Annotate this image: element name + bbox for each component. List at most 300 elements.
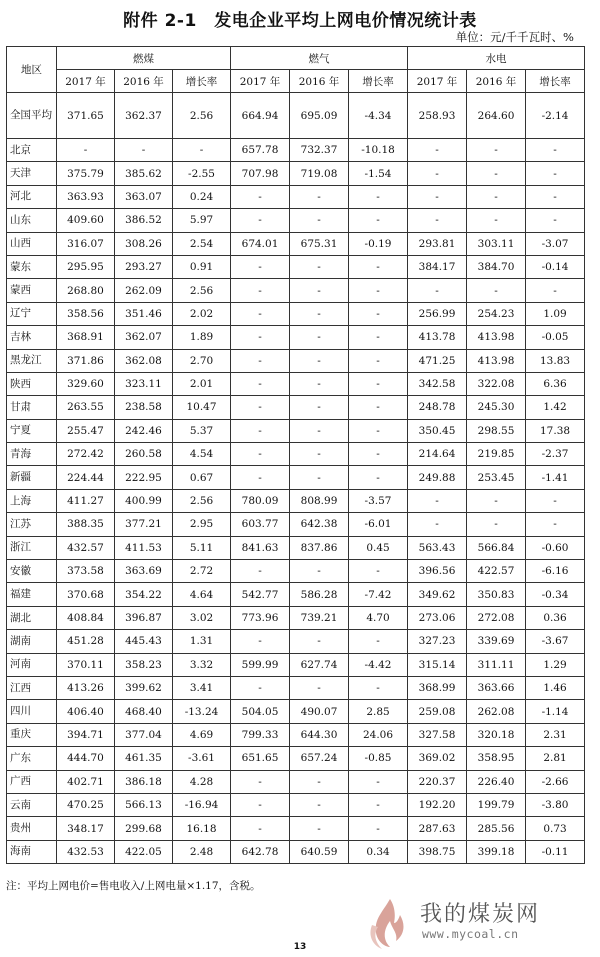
- value-cell: -: [349, 279, 408, 302]
- value-cell: -: [349, 419, 408, 442]
- value-cell: 3.41: [173, 676, 231, 699]
- region-cell: 江西: [7, 676, 57, 699]
- value-cell: 362.08: [115, 349, 173, 372]
- region-cell: 北京: [7, 139, 57, 162]
- value-cell: -: [526, 139, 585, 162]
- value-cell: -2.55: [173, 162, 231, 185]
- value-cell: -10.18: [349, 139, 408, 162]
- value-cell: -: [290, 770, 349, 793]
- header-gas-growth: 增长率: [349, 70, 408, 93]
- table-row: [7, 840, 585, 863]
- value-cell: 298.55: [467, 419, 526, 442]
- table-row: [7, 93, 585, 139]
- value-cell: -: [349, 817, 408, 840]
- value-cell: 411.27: [57, 489, 115, 512]
- value-cell: -: [349, 770, 408, 793]
- value-cell: 2.31: [526, 723, 585, 746]
- value-cell: -: [467, 162, 526, 185]
- value-cell: 2.56: [173, 489, 231, 512]
- value-cell: -: [349, 443, 408, 466]
- value-cell: 272.42: [57, 443, 115, 466]
- table-title: 附件 2-1 发电企业平均上网电价情况统计表: [123, 11, 477, 31]
- value-cell: 808.99: [290, 489, 349, 512]
- value-cell: -: [349, 326, 408, 349]
- value-cell: -: [231, 326, 290, 349]
- table-row: [7, 513, 585, 536]
- value-cell: 490.07: [290, 700, 349, 723]
- value-cell: -16.94: [173, 793, 231, 816]
- value-cell: -: [290, 443, 349, 466]
- value-cell: 4.70: [349, 606, 408, 629]
- value-cell: 308.26: [115, 232, 173, 255]
- value-cell: -: [231, 185, 290, 208]
- value-cell: -: [231, 676, 290, 699]
- value-cell: 192.20: [408, 793, 467, 816]
- value-cell: 311.11: [467, 653, 526, 676]
- table-row: [7, 583, 585, 606]
- value-cell: -: [467, 209, 526, 232]
- value-cell: 350.45: [408, 419, 467, 442]
- value-cell: 316.07: [57, 232, 115, 255]
- value-cell: 780.09: [231, 489, 290, 512]
- value-cell: -: [290, 185, 349, 208]
- table-row: [7, 747, 585, 770]
- value-cell: -: [290, 326, 349, 349]
- table-row: [7, 630, 585, 653]
- value-cell: 642.38: [290, 513, 349, 536]
- value-cell: -: [408, 185, 467, 208]
- value-cell: 413.98: [467, 349, 526, 372]
- value-cell: 422.05: [115, 840, 173, 863]
- value-cell: 339.69: [467, 630, 526, 653]
- region-cell: 黑龙江: [7, 349, 57, 372]
- value-cell: 406.40: [57, 700, 115, 723]
- table-body: [7, 93, 585, 864]
- value-cell: 2.72: [173, 560, 231, 583]
- value-cell: 773.96: [231, 606, 290, 629]
- value-cell: 432.53: [57, 840, 115, 863]
- value-cell: 287.63: [408, 817, 467, 840]
- value-cell: -: [526, 209, 585, 232]
- value-cell: 399.18: [467, 840, 526, 863]
- value-cell: 0.91: [173, 255, 231, 278]
- table-row: [7, 139, 585, 162]
- table-row: [7, 793, 585, 816]
- header-coal-2017: 2017 年: [57, 70, 115, 93]
- table-row: [7, 162, 585, 185]
- value-cell: 1.31: [173, 630, 231, 653]
- value-cell: 644.30: [290, 723, 349, 746]
- value-cell: 422.57: [467, 560, 526, 583]
- unit-label: 单位：元/千千瓦时、%: [455, 30, 574, 44]
- value-cell: 368.99: [408, 676, 467, 699]
- value-cell: 370.68: [57, 583, 115, 606]
- value-cell: 5.37: [173, 419, 231, 442]
- value-cell: 249.88: [408, 466, 467, 489]
- value-cell: 350.83: [467, 583, 526, 606]
- value-cell: 468.40: [115, 700, 173, 723]
- value-cell: 542.77: [231, 583, 290, 606]
- header-region: 地区: [7, 47, 57, 93]
- value-cell: 375.79: [57, 162, 115, 185]
- value-cell: 303.11: [467, 232, 526, 255]
- value-cell: 293.81: [408, 232, 467, 255]
- value-cell: 471.25: [408, 349, 467, 372]
- value-cell: 371.65: [57, 93, 115, 139]
- value-cell: -2.14: [526, 93, 585, 139]
- value-cell: 371.86: [57, 349, 115, 372]
- table-header: [7, 47, 585, 93]
- value-cell: 327.23: [408, 630, 467, 653]
- value-cell: 719.08: [290, 162, 349, 185]
- value-cell: 409.60: [57, 209, 115, 232]
- table-row: [7, 279, 585, 302]
- value-cell: 226.40: [467, 770, 526, 793]
- value-cell: 368.91: [57, 326, 115, 349]
- header-hydro-growth: 增长率: [526, 70, 585, 93]
- value-cell: 348.17: [57, 817, 115, 840]
- value-cell: -1.54: [349, 162, 408, 185]
- value-cell: 272.08: [467, 606, 526, 629]
- value-cell: -0.14: [526, 255, 585, 278]
- value-cell: 386.18: [115, 770, 173, 793]
- value-cell: -: [349, 466, 408, 489]
- value-cell: 664.94: [231, 93, 290, 139]
- value-cell: 4.64: [173, 583, 231, 606]
- value-cell: -: [231, 209, 290, 232]
- watermark-url: www.mycoal.cn: [422, 927, 519, 941]
- value-cell: -0.34: [526, 583, 585, 606]
- value-cell: -: [290, 676, 349, 699]
- value-cell: 0.24: [173, 185, 231, 208]
- value-cell: -: [290, 419, 349, 442]
- value-cell: 674.01: [231, 232, 290, 255]
- value-cell: 0.67: [173, 466, 231, 489]
- value-cell: 1.89: [173, 326, 231, 349]
- value-cell: 640.59: [290, 840, 349, 863]
- value-cell: -6.01: [349, 513, 408, 536]
- value-cell: 566.13: [115, 793, 173, 816]
- value-cell: 0.45: [349, 536, 408, 559]
- value-cell: 386.52: [115, 209, 173, 232]
- header-gas-2016: 2016 年: [290, 70, 349, 93]
- region-cell: 海南: [7, 840, 57, 863]
- value-cell: -: [349, 793, 408, 816]
- region-cell: 湖北: [7, 606, 57, 629]
- value-cell: 5.97: [173, 209, 231, 232]
- value-cell: 1.29: [526, 653, 585, 676]
- value-cell: 384.70: [467, 255, 526, 278]
- value-cell: -: [349, 185, 408, 208]
- table-row: [7, 255, 585, 278]
- value-cell: 358.56: [57, 302, 115, 325]
- value-cell: 675.31: [290, 232, 349, 255]
- value-cell: 739.21: [290, 606, 349, 629]
- table-row: [7, 419, 585, 442]
- value-cell: 651.65: [231, 747, 290, 770]
- value-cell: 214.64: [408, 443, 467, 466]
- value-cell: 408.84: [57, 606, 115, 629]
- value-cell: 373.58: [57, 560, 115, 583]
- value-cell: -: [408, 139, 467, 162]
- value-cell: 1.46: [526, 676, 585, 699]
- value-cell: -: [231, 466, 290, 489]
- value-cell: 3.32: [173, 653, 231, 676]
- table-row: [7, 326, 585, 349]
- value-cell: 837.86: [290, 536, 349, 559]
- value-cell: -0.60: [526, 536, 585, 559]
- value-cell: -: [290, 302, 349, 325]
- value-cell: 255.47: [57, 419, 115, 442]
- value-cell: 2.85: [349, 700, 408, 723]
- table-row: [7, 443, 585, 466]
- value-cell: -4.42: [349, 653, 408, 676]
- value-cell: -: [57, 139, 115, 162]
- value-cell: 411.53: [115, 536, 173, 559]
- value-cell: -: [349, 349, 408, 372]
- value-cell: -: [290, 349, 349, 372]
- value-cell: 444.70: [57, 747, 115, 770]
- value-cell: 370.11: [57, 653, 115, 676]
- value-cell: 253.45: [467, 466, 526, 489]
- value-cell: 2.02: [173, 302, 231, 325]
- value-cell: 695.09: [290, 93, 349, 139]
- region-cell: 河北: [7, 185, 57, 208]
- region-cell: 广西: [7, 770, 57, 793]
- value-cell: 642.78: [231, 840, 290, 863]
- value-cell: 285.56: [467, 817, 526, 840]
- header-hydro-2017: 2017 年: [408, 70, 467, 93]
- value-cell: 293.27: [115, 255, 173, 278]
- region-cell: 全国平均: [7, 93, 57, 139]
- value-cell: 2.95: [173, 513, 231, 536]
- value-cell: 841.63: [231, 536, 290, 559]
- value-cell: 396.56: [408, 560, 467, 583]
- value-cell: 264.60: [467, 93, 526, 139]
- value-cell: 351.46: [115, 302, 173, 325]
- header-gas-2017: 2017 年: [231, 70, 290, 93]
- value-cell: -: [231, 630, 290, 653]
- value-cell: 4.28: [173, 770, 231, 793]
- value-cell: 220.37: [408, 770, 467, 793]
- page-number: 13: [293, 942, 307, 952]
- value-cell: 586.28: [290, 583, 349, 606]
- value-cell: 248.78: [408, 396, 467, 419]
- header-group-coal: 燃煤: [57, 47, 231, 70]
- value-cell: 432.57: [57, 536, 115, 559]
- value-cell: 1.09: [526, 302, 585, 325]
- value-cell: 6.36: [526, 372, 585, 395]
- region-cell: 云南: [7, 793, 57, 816]
- value-cell: 363.93: [57, 185, 115, 208]
- value-cell: -: [349, 676, 408, 699]
- value-cell: -: [526, 513, 585, 536]
- value-cell: -1.14: [526, 700, 585, 723]
- value-cell: -: [349, 560, 408, 583]
- value-cell: 413.98: [467, 326, 526, 349]
- value-cell: 349.62: [408, 583, 467, 606]
- value-cell: 13.83: [526, 349, 585, 372]
- value-cell: 258.93: [408, 93, 467, 139]
- value-cell: -: [231, 279, 290, 302]
- region-cell: 湖南: [7, 630, 57, 653]
- value-cell: -: [231, 770, 290, 793]
- value-cell: 295.95: [57, 255, 115, 278]
- value-cell: 3.02: [173, 606, 231, 629]
- region-cell: 河南: [7, 653, 57, 676]
- header-coal-2016: 2016 年: [115, 70, 173, 93]
- value-cell: -0.19: [349, 232, 408, 255]
- value-cell: -: [231, 255, 290, 278]
- value-cell: -: [467, 513, 526, 536]
- value-cell: 259.08: [408, 700, 467, 723]
- region-cell: 吉林: [7, 326, 57, 349]
- table-row: [7, 185, 585, 208]
- value-cell: 315.14: [408, 653, 467, 676]
- value-cell: -: [290, 466, 349, 489]
- table-row: [7, 232, 585, 255]
- value-cell: 358.23: [115, 653, 173, 676]
- value-cell: 2.70: [173, 349, 231, 372]
- value-cell: 384.17: [408, 255, 467, 278]
- region-cell: 四川: [7, 700, 57, 723]
- value-cell: 657.78: [231, 139, 290, 162]
- value-cell: -: [467, 185, 526, 208]
- header-hydro-2016: 2016 年: [467, 70, 526, 93]
- table-row: [7, 536, 585, 559]
- value-cell: 268.80: [57, 279, 115, 302]
- value-cell: -: [349, 209, 408, 232]
- value-cell: -: [231, 793, 290, 816]
- value-cell: -: [526, 489, 585, 512]
- value-cell: 563.43: [408, 536, 467, 559]
- value-cell: 369.02: [408, 747, 467, 770]
- region-cell: 新疆: [7, 466, 57, 489]
- value-cell: -: [408, 162, 467, 185]
- header-group-hydro: 水电: [408, 47, 585, 70]
- table-row: [7, 489, 585, 512]
- value-cell: 327.58: [408, 723, 467, 746]
- value-cell: -1.41: [526, 466, 585, 489]
- value-cell: 504.05: [231, 700, 290, 723]
- region-cell: 天津: [7, 162, 57, 185]
- value-cell: -: [526, 162, 585, 185]
- value-cell: 413.78: [408, 326, 467, 349]
- value-cell: -: [115, 139, 173, 162]
- value-cell: 238.58: [115, 396, 173, 419]
- value-cell: 732.37: [290, 139, 349, 162]
- table-row: [7, 653, 585, 676]
- value-cell: -6.16: [526, 560, 585, 583]
- value-cell: 329.60: [57, 372, 115, 395]
- table-row: [7, 770, 585, 793]
- region-cell: 安徽: [7, 560, 57, 583]
- value-cell: -3.61: [173, 747, 231, 770]
- value-cell: 362.07: [115, 326, 173, 349]
- region-cell: 山东: [7, 209, 57, 232]
- value-cell: -3.67: [526, 630, 585, 653]
- value-cell: 219.85: [467, 443, 526, 466]
- value-cell: 363.66: [467, 676, 526, 699]
- value-cell: -: [290, 279, 349, 302]
- value-cell: 470.25: [57, 793, 115, 816]
- region-cell: 辽宁: [7, 302, 57, 325]
- value-cell: 4.69: [173, 723, 231, 746]
- value-cell: 2.54: [173, 232, 231, 255]
- region-cell: 青海: [7, 443, 57, 466]
- value-cell: 451.28: [57, 630, 115, 653]
- table-row: [7, 817, 585, 840]
- value-cell: 377.21: [115, 513, 173, 536]
- value-cell: 222.95: [115, 466, 173, 489]
- value-cell: 322.08: [467, 372, 526, 395]
- value-cell: 2.56: [173, 279, 231, 302]
- header-group-gas: 燃气: [231, 47, 408, 70]
- value-cell: 1.42: [526, 396, 585, 419]
- value-cell: 2.48: [173, 840, 231, 863]
- value-cell: -: [290, 630, 349, 653]
- table-row: [7, 209, 585, 232]
- header-coal-growth: 增长率: [173, 70, 231, 93]
- region-cell: 福建: [7, 583, 57, 606]
- value-cell: 657.24: [290, 747, 349, 770]
- value-cell: 599.99: [231, 653, 290, 676]
- value-cell: -: [173, 139, 231, 162]
- table-row: [7, 560, 585, 583]
- value-cell: -0.05: [526, 326, 585, 349]
- value-cell: 627.74: [290, 653, 349, 676]
- value-cell: 342.58: [408, 372, 467, 395]
- value-cell: -: [290, 793, 349, 816]
- value-cell: -: [290, 817, 349, 840]
- table-row: [7, 372, 585, 395]
- value-cell: 323.11: [115, 372, 173, 395]
- value-cell: 4.54: [173, 443, 231, 466]
- value-cell: 363.07: [115, 185, 173, 208]
- value-cell: 256.99: [408, 302, 467, 325]
- value-cell: -: [526, 279, 585, 302]
- value-cell: 398.75: [408, 840, 467, 863]
- region-cell: 陕西: [7, 372, 57, 395]
- value-cell: -: [349, 302, 408, 325]
- value-cell: 2.01: [173, 372, 231, 395]
- value-cell: -: [290, 560, 349, 583]
- value-cell: 799.33: [231, 723, 290, 746]
- value-cell: 399.62: [115, 676, 173, 699]
- value-cell: 17.38: [526, 419, 585, 442]
- region-cell: 广东: [7, 747, 57, 770]
- value-cell: 566.84: [467, 536, 526, 559]
- value-cell: 224.44: [57, 466, 115, 489]
- value-cell: -: [290, 396, 349, 419]
- value-cell: 385.62: [115, 162, 173, 185]
- value-cell: 413.26: [57, 676, 115, 699]
- value-cell: -: [231, 396, 290, 419]
- region-cell: 浙江: [7, 536, 57, 559]
- value-cell: -3.57: [349, 489, 408, 512]
- value-cell: 263.55: [57, 396, 115, 419]
- value-cell: 262.08: [467, 700, 526, 723]
- value-cell: 242.46: [115, 419, 173, 442]
- value-cell: 24.06: [349, 723, 408, 746]
- value-cell: -: [408, 513, 467, 536]
- value-cell: -: [290, 255, 349, 278]
- value-cell: 5.11: [173, 536, 231, 559]
- value-cell: 299.68: [115, 817, 173, 840]
- value-cell: -2.37: [526, 443, 585, 466]
- table-row: [7, 302, 585, 325]
- footnote: 注：平均上网电价=售电收入/上网电量×1.17，含税。: [6, 880, 261, 892]
